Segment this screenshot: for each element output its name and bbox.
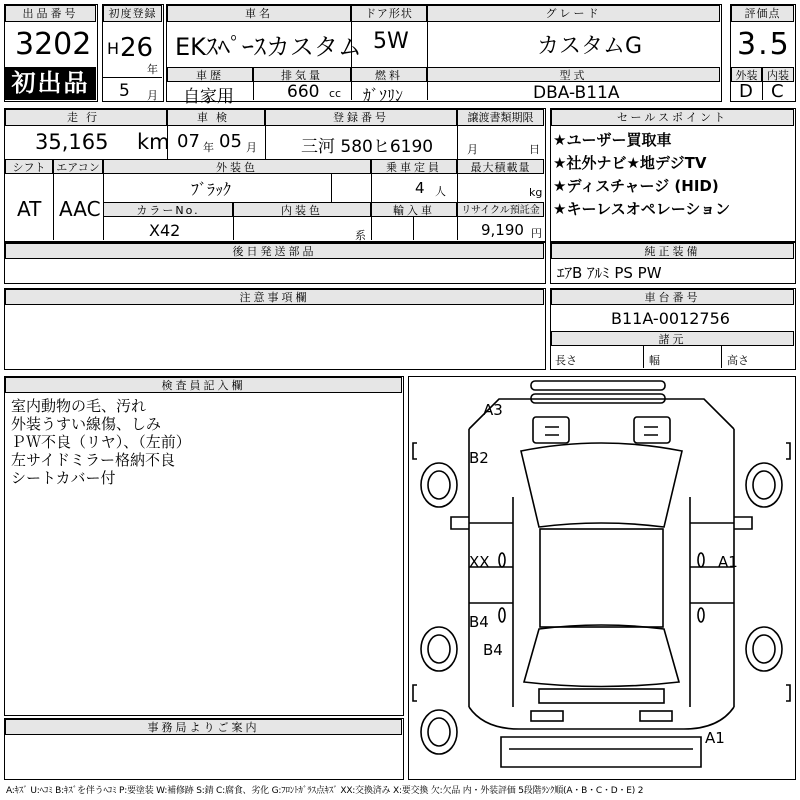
- equipment: ｴｱB ｱﾙﾐ PS PW: [557, 264, 662, 282]
- recycle-fee: 9,190: [481, 221, 524, 239]
- damage-mark-xx: XX: [469, 553, 490, 571]
- car-name: EKｽﾍﾟｰｽカスタム: [175, 33, 362, 61]
- color-number: X42: [149, 221, 181, 240]
- inspection-year: 07: [177, 131, 200, 152]
- fuel-label: 燃料: [351, 67, 427, 82]
- capacity-unit: 人: [435, 185, 446, 198]
- plate-label: 登録番号: [265, 109, 457, 126]
- int-color-unit: 系: [355, 229, 366, 242]
- color: ﾌﾞﾗｯｸ: [191, 180, 232, 199]
- recycle-unit: 円: [531, 227, 542, 240]
- mileage-label: 走行: [5, 109, 167, 126]
- door-label: ドア形状: [351, 5, 427, 22]
- transfer-label: 譲渡書類期限: [457, 109, 544, 126]
- fuel: ｶﾞｿﾘﾝ: [363, 86, 404, 105]
- shift-label: シフト: [5, 159, 53, 174]
- mileage: 35,165: [35, 130, 109, 154]
- inspector-label: 検査員記入欄: [5, 377, 402, 393]
- model: DBA-B11A: [533, 83, 620, 103]
- reg-month: 5: [119, 81, 130, 101]
- details-box: [4, 108, 546, 242]
- car-name-label: 車名: [167, 5, 351, 22]
- dims-label: 諸元: [551, 331, 794, 346]
- inspection-month: 05: [219, 131, 242, 152]
- chassis-number: B11A-0012756: [611, 309, 730, 328]
- transfer-month-unit: 月: [467, 143, 478, 156]
- registration-box: [102, 4, 164, 102]
- damage-mark-b4-fender: B4: [483, 641, 503, 659]
- reg-month-unit: 月: [147, 89, 158, 102]
- inspector-line: 外装うすい線傷、しみ: [11, 415, 162, 433]
- lot-number: 3202: [15, 27, 92, 62]
- displacement-label: 排気量: [253, 67, 351, 82]
- plate: 三河 580ヒ6190: [301, 137, 434, 157]
- legend-footer: A:ｷｽﾞ U:ﾍｺﾐ B:ｷｽﾞを伴うﾍｺﾐ P:要塗装 W:補修跡 S:錆 C:腐食、劣化 G:ﾌﾛﾝﾄｶﾞﾗｽ点ｷｽﾞ XX:交換済み X:要交換 欠:欠品 内・外装評価 5段階ﾗﾝｸ順(A・B・C・D・E) 2: [6, 786, 644, 796]
- ac-label: エアコン: [53, 159, 103, 174]
- exterior-label: 外装: [731, 67, 762, 82]
- first-listing-badge: 初出品: [5, 67, 96, 100]
- parts-label: 後日発送部品: [5, 243, 544, 259]
- inspector-line: 左サイドミラー格納不良: [11, 451, 175, 469]
- damage-mark-a1-right: A1: [718, 553, 738, 571]
- equipment-box: [550, 242, 796, 284]
- displacement-unit: cc: [329, 87, 342, 100]
- history-label: 車歴: [167, 67, 253, 82]
- lot-box: [4, 4, 98, 102]
- capacity-label: 乗車定員: [371, 159, 457, 174]
- interior-grade: C: [771, 81, 784, 102]
- ac: AAC: [59, 197, 101, 221]
- score: 3.5: [737, 27, 791, 62]
- chassis-box: [550, 288, 796, 370]
- car-diagram: [408, 376, 796, 780]
- color-label: 外装色: [103, 159, 371, 174]
- displacement: 660: [287, 82, 320, 102]
- car-info-box: [166, 4, 722, 107]
- history: 自家用: [183, 87, 234, 107]
- sales-point: ★ユーザー買取車: [553, 131, 672, 149]
- inspection-month-unit: 月: [246, 141, 257, 154]
- grade: カスタムG: [537, 34, 643, 59]
- capacity: 4: [415, 179, 425, 197]
- sales-points-box: [550, 108, 796, 242]
- inspection-label: 車検: [167, 109, 265, 126]
- recycle-label: リサイクル預託金: [457, 202, 544, 217]
- width-label: 幅: [649, 354, 660, 367]
- damage-mark-b4-door: B4: [469, 613, 489, 631]
- reg-year-unit: 年: [147, 63, 158, 76]
- damage-mark-b2: B2: [469, 449, 489, 467]
- transfer-day-unit: 日: [529, 143, 540, 156]
- lot-label: 出品番号: [5, 5, 96, 22]
- import-label: 輸入車: [371, 202, 457, 217]
- car-outline: [409, 377, 794, 778]
- shift: AT: [17, 197, 42, 221]
- sales-point: ★社外ナビ★地デジTV: [553, 154, 707, 172]
- inspector-line: シートカバー付: [11, 469, 116, 487]
- inspector-line: 室内動物の毛、汚れ: [11, 397, 147, 415]
- damage-mark-a1-bottom: A1: [705, 729, 725, 747]
- office-label: 事務局よりご案内: [5, 719, 402, 735]
- mileage-unit: km: [137, 130, 170, 154]
- interior-label: 内装: [762, 67, 794, 82]
- score-label: 評価点: [731, 5, 794, 22]
- sales-point: ★ディスチャージ (HID): [553, 177, 719, 195]
- parts-box: [4, 242, 546, 284]
- notes-box: [4, 288, 546, 370]
- length-label: 長さ: [555, 354, 577, 367]
- inspector-box: [4, 376, 404, 716]
- damage-mark-a3: A3: [483, 401, 503, 419]
- model-label: 型式: [427, 67, 720, 82]
- reg-year: 26: [120, 33, 154, 63]
- grade-label: グレード: [427, 5, 720, 22]
- office-box: [4, 718, 404, 780]
- door-type: 5W: [373, 29, 409, 54]
- height-label: 高さ: [727, 354, 749, 367]
- era: H: [107, 39, 120, 58]
- int-color-label: 内装色: [233, 202, 371, 217]
- score-box: [730, 4, 796, 102]
- notes-label: 注意事項欄: [5, 289, 544, 305]
- load-label: 最大積載量: [457, 159, 544, 174]
- inspector-line: ＰＷ不良（リヤ）、（左前）: [11, 433, 191, 451]
- load-unit: kg: [529, 186, 543, 199]
- sales-label: セールスポイント: [551, 109, 794, 126]
- registration-label: 初度登録: [103, 5, 162, 22]
- inspection-year-unit: 年: [203, 141, 214, 154]
- equipment-label: 純正装備: [551, 243, 794, 259]
- sales-point: ★キーレスオペレーション: [553, 200, 731, 218]
- chassis-label: 車台番号: [551, 289, 794, 305]
- color-no-label: カラーNo.: [103, 202, 233, 217]
- exterior-grade: D: [739, 81, 753, 102]
